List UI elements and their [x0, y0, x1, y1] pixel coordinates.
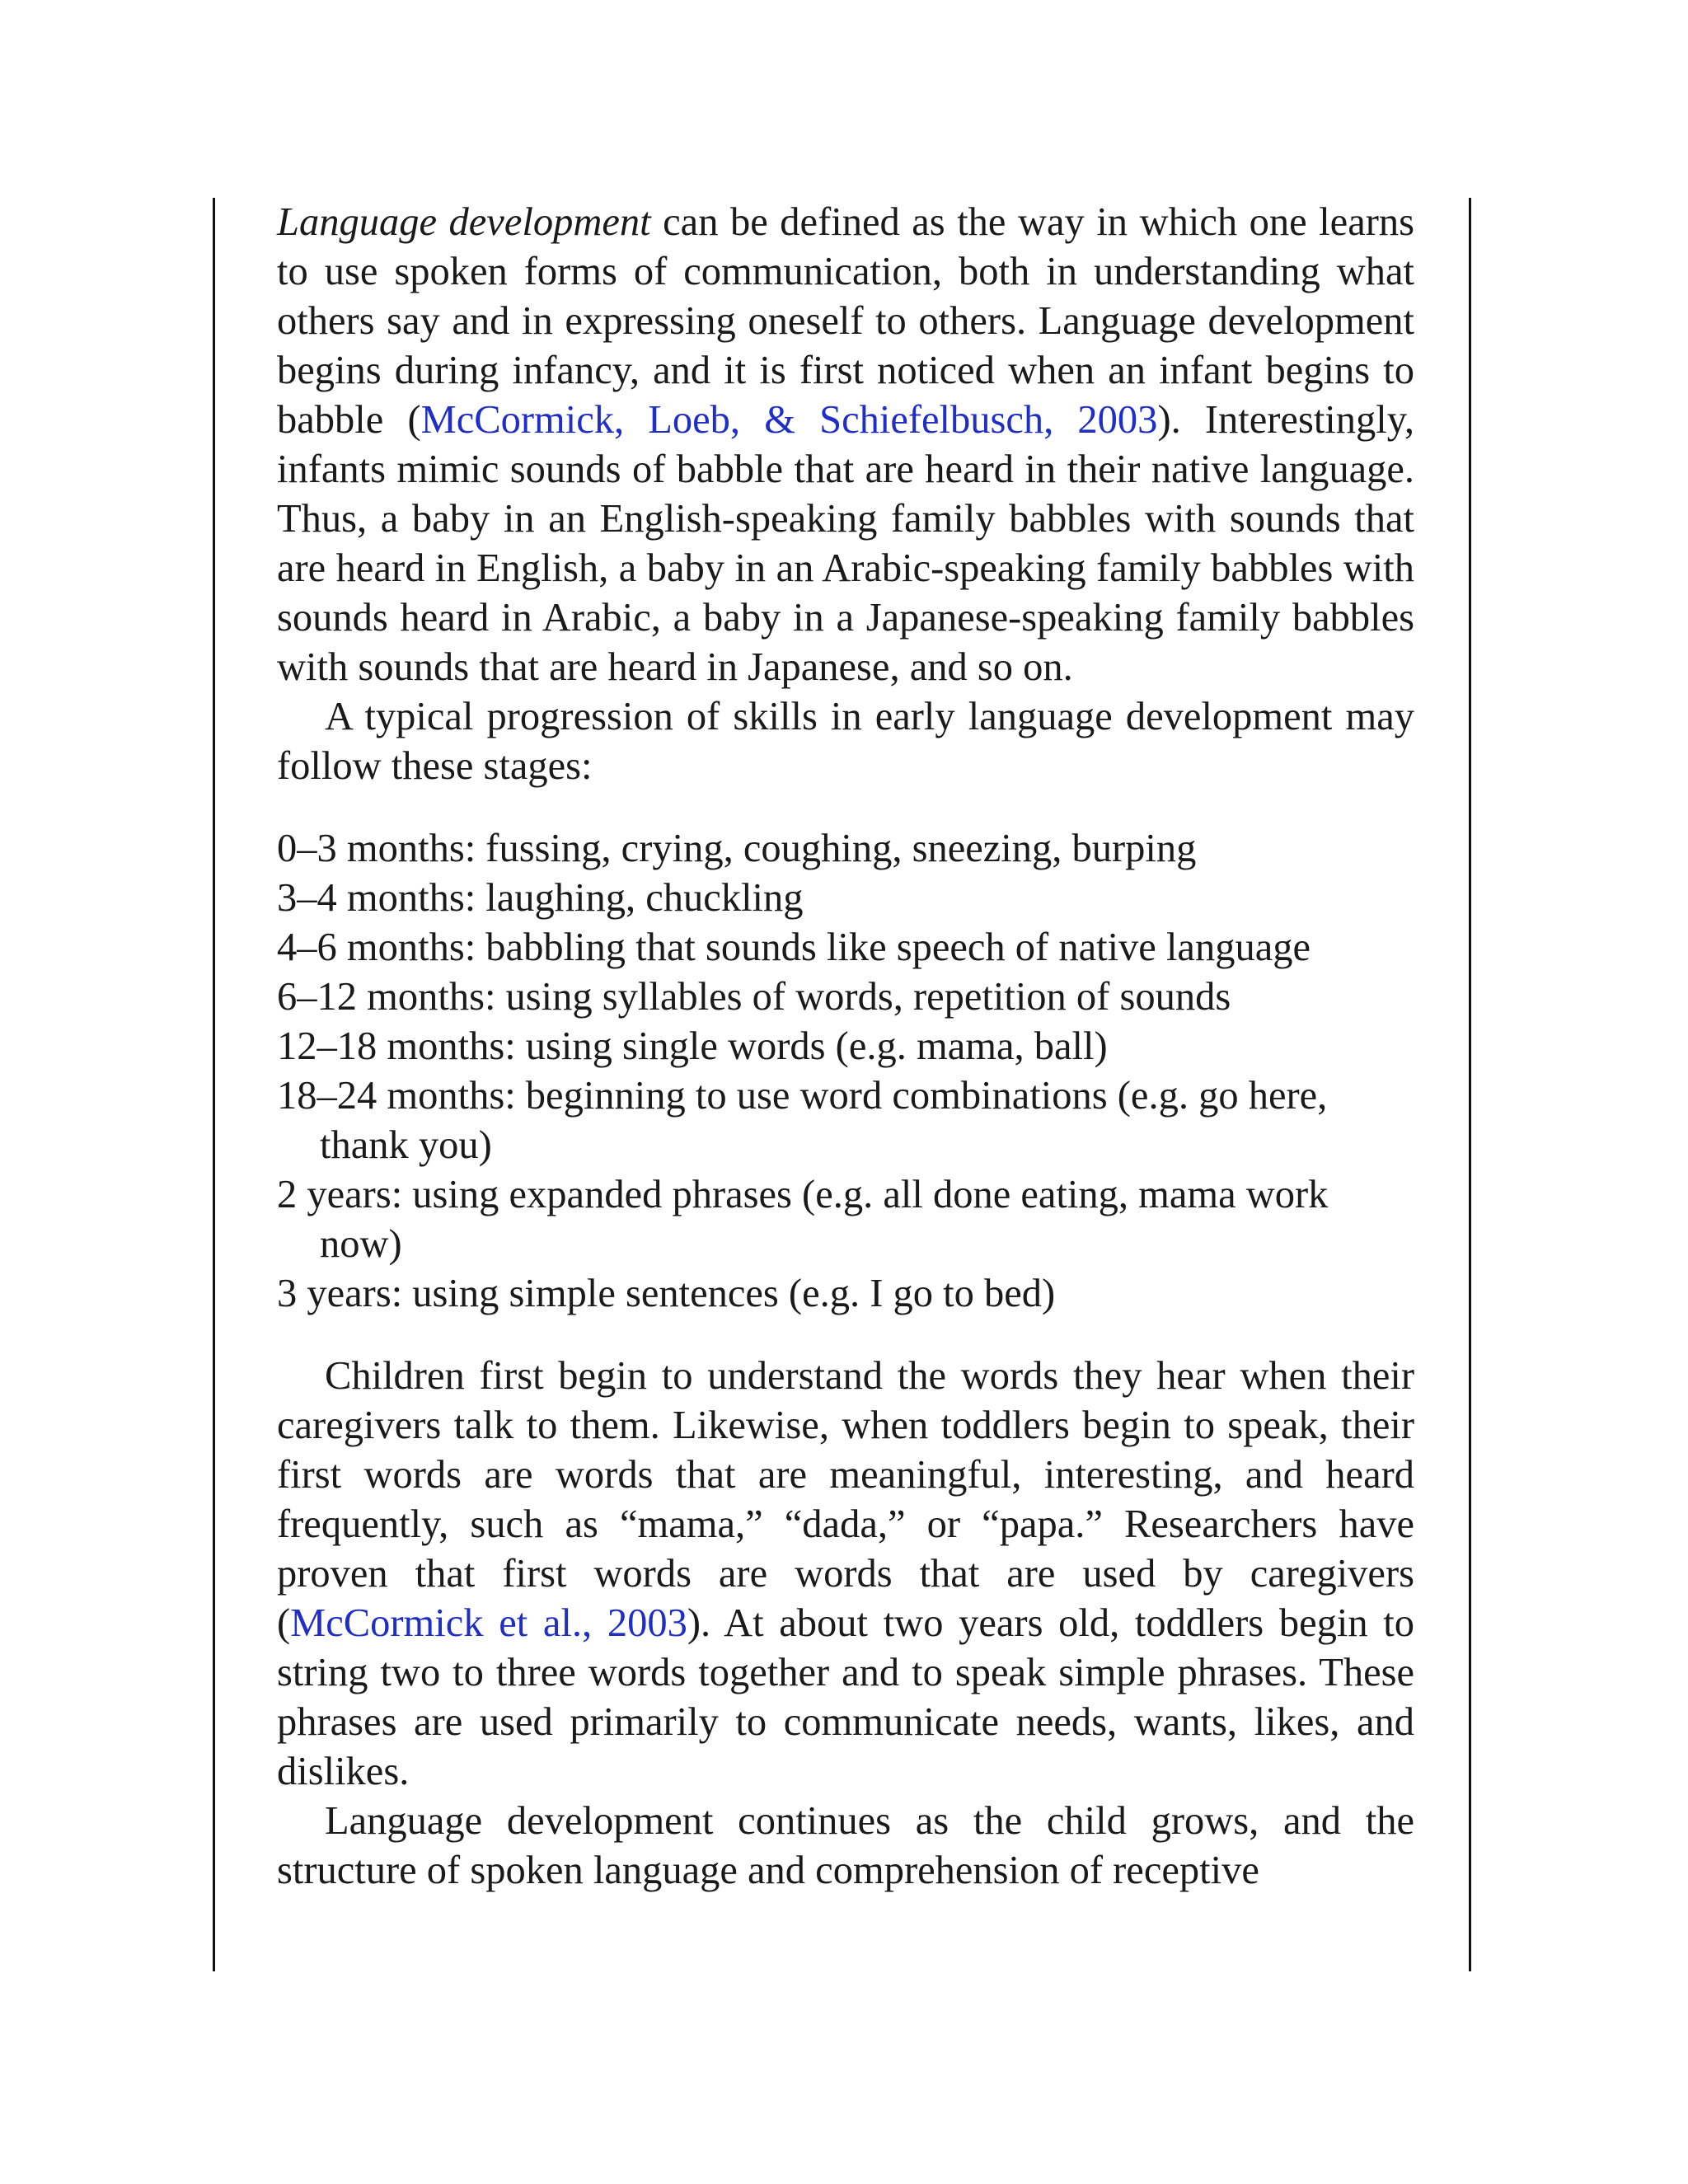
stages-list — [277, 824, 1414, 1319]
stage-item: 12–18 months: using single words (e.g. mama, ball) — [277, 1024, 1108, 1068]
defined-term: Language development — [277, 200, 651, 244]
stage-item: 3 years: using simple sentences (e.g. I go to bed) — [277, 1272, 1056, 1315]
citation-link[interactable]: McCormick et al., 2003 — [290, 1601, 687, 1645]
stage-item: 4–6 months: babbling that sounds like speech of native language — [277, 926, 1311, 969]
body-text — [277, 198, 1414, 1896]
citation-link[interactable]: McCormick, Loeb, & Schiefelbusch, 2003 — [420, 398, 1158, 442]
paragraph-continuation: Language development continues as the child grows, and the structure of spoken language and comprehension of receptive — [277, 1799, 1414, 1892]
stage-item: 2 years: using expanded phrases (e.g. all done eating, mama work now) — [277, 1173, 1329, 1266]
stage-item: 18–24 months: beginning to use word combinations (e.g. go here, thank you) — [277, 1074, 1328, 1167]
right-margin-rule — [1469, 198, 1471, 1971]
stage-item: 3–4 months: laughing, chuckling — [277, 876, 804, 920]
paragraph-text: ). Interestingly, infants mimic sounds of babble that are heard in their native language. Thus, a baby in an English-speaking family babbles with sounds that are heard in English, a baby in an Arabic-speaking family babbles with sounds heard in Arabic, a baby in a Japanese-speaking family babbles with sounds that are heard in Japanese, and so on. — [277, 398, 1414, 689]
paragraph-first-words — [277, 1352, 1414, 1797]
stage-item: 0–3 months: fussing, crying, coughing, sneezing, burping — [277, 827, 1197, 870]
paragraph-text: ). At about two years old, toddlers begin to string two to three words together and to speak simple phrases. These phrases are used primarily to communicate needs, wants, likes, and dislikes. — [277, 1601, 1414, 1793]
stage-item: 6–12 months: using syllables of words, repetition of sounds — [277, 975, 1231, 1019]
paragraph-definition — [277, 198, 1414, 692]
paragraph-stages-intro: A typical progression of skills in early language development may follow these stages: — [277, 695, 1414, 788]
paragraph-text: can be defined as the way in which one learns to use spoken forms of communication, both in understanding what others say and in expressing oneself to others. Language development begins during infancy, and it is first noticed when an infant begins to babble ( — [277, 200, 1414, 442]
left-margin-rule — [213, 198, 215, 1971]
paragraph-text: Children first begin to understand the words they hear when their caregivers talk to them. Likewise, when toddlers begin to speak, their first words are words that are meaningful, interesting, and heard frequently, such as “mama,” “dada,” or “papa.” Researchers have proven that first words are words that are used by caregivers ( — [277, 1354, 1414, 1645]
